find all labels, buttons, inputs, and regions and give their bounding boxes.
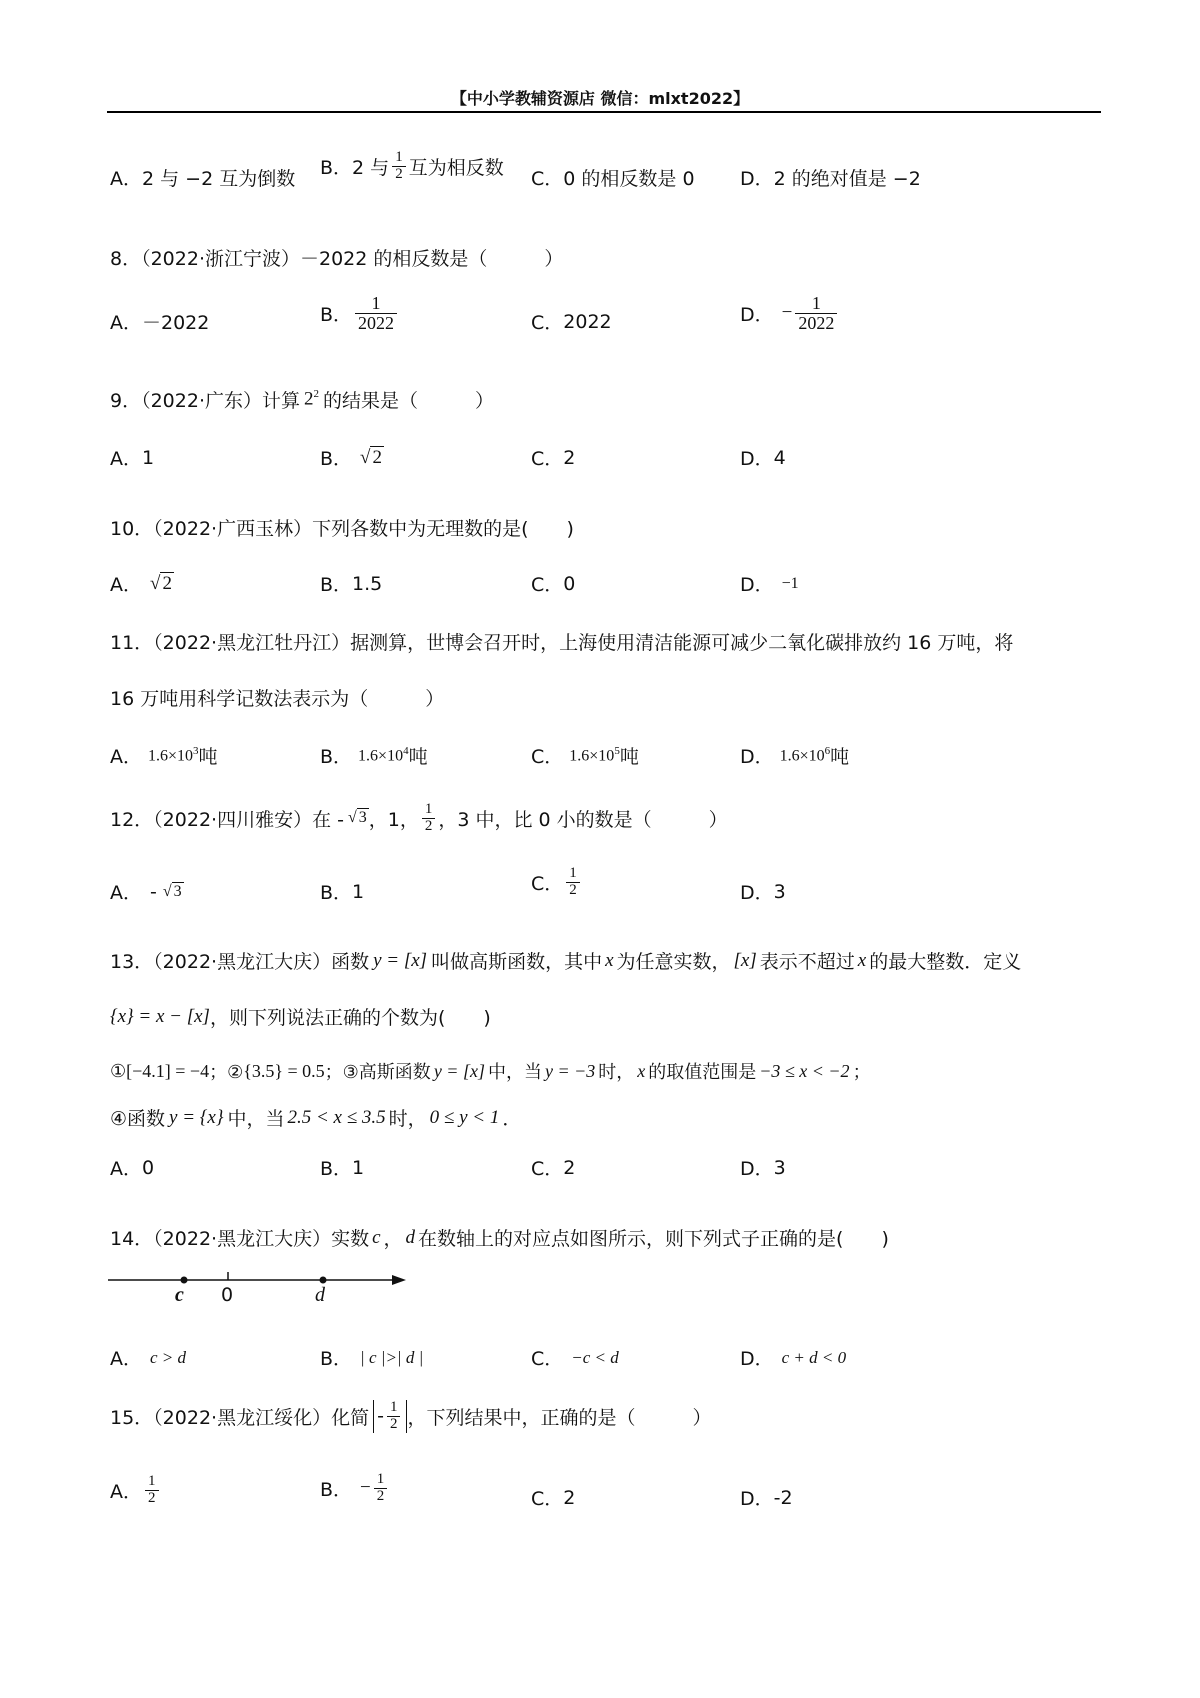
fraction: [392, 150, 406, 183]
option-c: [531, 444, 575, 471]
question-stem: 10．（2022·广西玉林）下列各数中为无理数的是( ): [110, 518, 574, 540]
denominator: 2022: [355, 313, 397, 333]
option-text: | c |>| d |: [360, 1347, 424, 1367]
question-stem: [110, 1224, 889, 1251]
denominator: 2022: [795, 313, 837, 333]
option-text: 3: [773, 1156, 786, 1179]
option-b: [320, 1154, 364, 1181]
option-text: 2 与 −2 互为倒数: [142, 168, 296, 190]
option-label: D．: [740, 168, 774, 190]
header-rule: [107, 111, 1101, 113]
radicand: 3: [173, 882, 182, 900]
minus-sign: -: [150, 880, 157, 903]
formula: y = [x]: [373, 949, 428, 971]
minus-sign: −: [781, 302, 793, 324]
fraction: [145, 1474, 159, 1507]
option-d: [740, 164, 921, 191]
question-stem-line-2: [110, 1003, 491, 1030]
scientific-notation: [148, 745, 199, 765]
option-text: 3: [773, 880, 786, 903]
option-label: C．: [531, 574, 564, 596]
option-label: D．: [740, 448, 774, 470]
option-b: [320, 1472, 390, 1505]
option-text: 4: [773, 446, 786, 469]
stem-text: 中，当: [487, 1062, 542, 1083]
square-root: √ 2: [150, 572, 172, 594]
formula: [−4.1] = −4: [126, 1060, 210, 1081]
option-label: D．: [740, 1488, 774, 1510]
numerator: 1: [389, 1399, 398, 1415]
option-c: [531, 308, 612, 335]
base: 1.6×10: [569, 747, 615, 765]
variable: x: [605, 949, 614, 971]
option-text: 1: [352, 880, 365, 903]
point-c-label: c: [175, 1284, 184, 1306]
option-label: C．: [531, 1158, 564, 1180]
point-c: [181, 1277, 188, 1284]
stem-text: 的取值范围是: [648, 1062, 757, 1083]
question-stem: [110, 386, 494, 413]
base: 1.6×10: [358, 747, 404, 765]
stem-text: 为任意实数，: [616, 951, 731, 973]
denominator: 2: [392, 166, 406, 183]
option-c: [531, 866, 583, 899]
option-c: [531, 1154, 575, 1181]
denominator: 2: [566, 882, 580, 899]
option-text: 0: [563, 572, 576, 595]
base: 1.6×10: [148, 747, 194, 765]
option-c: [531, 1344, 619, 1371]
option-label: B．: [320, 303, 353, 326]
option-a: [110, 308, 209, 335]
formula: [x]: [733, 949, 757, 971]
option-d: [740, 1484, 793, 1511]
scientific-notation: [358, 745, 409, 765]
option-text: 0: [142, 1156, 155, 1179]
minus-sign: −: [360, 1477, 371, 1499]
option-text: －2022: [142, 312, 210, 334]
option-text: 1.5: [352, 572, 383, 595]
numerator: 1: [424, 801, 433, 817]
stem-text: ①: [110, 1060, 127, 1082]
option-label: D．: [740, 1348, 774, 1370]
denominator: 2: [145, 1490, 159, 1507]
option-text: 互为相反数: [408, 156, 504, 179]
option-text: 2022: [563, 310, 612, 333]
exponent: 6: [824, 745, 831, 758]
square-root: √ 3: [162, 882, 182, 900]
stem-text: ，: [383, 1228, 403, 1250]
number-line: [106, 1262, 416, 1312]
option-label: A．: [110, 1480, 142, 1503]
option-text: 2: [563, 1486, 576, 1509]
question-stem: [110, 802, 728, 835]
numerator: 1: [376, 1471, 385, 1487]
stem-text: ；②: [209, 1062, 244, 1083]
option-b: [320, 150, 504, 183]
unit: 吨: [619, 746, 639, 768]
option-text: c + d < 0: [781, 1347, 847, 1367]
fraction: [795, 294, 837, 333]
option-a: [110, 1474, 162, 1507]
exponent: 3: [193, 745, 199, 758]
denominator: 2: [387, 1416, 401, 1433]
formula: 0 ≤ y < 1: [429, 1106, 500, 1128]
stem-text: ，则下列说法正确的个数为( ): [209, 1007, 491, 1029]
formula: y = −3: [544, 1060, 596, 1081]
stem-text: ；: [852, 1062, 871, 1083]
option-text: −c < d: [571, 1347, 619, 1367]
stem-text: 中，当: [227, 1108, 285, 1130]
option-label: D．: [740, 303, 774, 326]
numerator: 1: [811, 293, 821, 313]
option-label: C．: [531, 168, 564, 190]
question-stem-line-4: [110, 1104, 521, 1131]
fraction: [422, 802, 436, 835]
stem-text: ；③高斯函数: [324, 1062, 431, 1083]
formula: −3 ≤ x < −2: [759, 1060, 850, 1081]
stem-text: 14．（2022·黑龙江大庆）实数: [110, 1228, 370, 1250]
stem-text: 叫做高斯函数，其中: [431, 951, 603, 973]
point-d: [320, 1277, 327, 1284]
formula: y = {x}: [169, 1106, 224, 1128]
option-a: [110, 878, 184, 905]
stem-text: 的最大整数．定义: [869, 951, 1022, 973]
stem-text: 的结果是（ ）: [322, 390, 494, 412]
page-header: 【中小学教辅资源店 微信：mlxt2022】: [450, 89, 750, 108]
base: 1.6×10: [779, 747, 825, 765]
stem-text: ④函数: [110, 1108, 166, 1130]
option-a: [110, 742, 218, 769]
option-label: B．: [320, 448, 353, 470]
scientific-notation: [780, 745, 831, 765]
formula: {x} = x − [x]: [110, 1005, 210, 1027]
option-b: [320, 294, 400, 333]
stem-text: 15．（2022·黑龙江绥化）化简: [110, 1406, 370, 1429]
stem-text: ，3 中，比 0 小的数是（ ）: [438, 808, 728, 831]
radicand: 2: [372, 446, 382, 468]
option-a: [110, 570, 174, 597]
numerator: 1: [395, 149, 403, 165]
fraction: [374, 1472, 388, 1505]
axis-arrow: [392, 1275, 406, 1285]
option-text: 1: [352, 1156, 365, 1179]
option-label: C．: [531, 1488, 564, 1510]
radicand: 3: [358, 809, 367, 827]
origin-label: 0: [221, 1284, 234, 1306]
option-label: D．: [740, 746, 774, 768]
option-b: [320, 1344, 423, 1371]
variable: c: [372, 1226, 381, 1248]
option-d: [740, 444, 786, 471]
base: 2: [303, 388, 314, 410]
option-label: C．: [531, 312, 564, 334]
stem-text: 9．（2022·广东）计算: [110, 390, 300, 412]
stem-text: ．: [502, 1108, 522, 1130]
option-text: −1: [781, 574, 799, 592]
numerator: 1: [371, 293, 381, 313]
exponent: 5: [614, 745, 620, 758]
option-label: C．: [531, 448, 564, 470]
stem-text: 在数轴上的对应点如图所示，则下列式子正确的是( ): [418, 1228, 889, 1250]
option-label: B．: [320, 1478, 353, 1501]
stem-text: 时，: [388, 1108, 427, 1130]
stem-text: 时，: [598, 1062, 635, 1083]
stem-text: ，1，: [368, 808, 419, 831]
option-d: [740, 1344, 846, 1371]
option-a: [110, 1344, 186, 1371]
option-label: D．: [740, 1158, 774, 1180]
option-label: A．: [110, 746, 142, 768]
stem-text: 12．（2022·四川雅安）在 -: [110, 808, 344, 831]
option-label: B．: [320, 574, 353, 596]
fraction: [566, 866, 580, 899]
square-root: √ 3: [347, 809, 367, 827]
option-label: A．: [110, 1348, 142, 1370]
option-label: B．: [320, 1158, 353, 1180]
option-text: 1: [142, 446, 155, 469]
unit: 吨: [830, 746, 850, 768]
option-label: B．: [320, 882, 353, 904]
radicand: 2: [162, 572, 172, 594]
formula: 2.5 < x ≤ 3.5: [287, 1106, 386, 1128]
stem-text: 13．（2022·黑龙江大庆）函数: [110, 951, 370, 973]
unit: 吨: [198, 746, 218, 768]
option-c: [531, 742, 639, 769]
option-text: 2 与: [352, 156, 390, 179]
option-b: [320, 878, 364, 905]
option-b: [320, 444, 384, 471]
fraction: [355, 294, 397, 333]
option-label: C．: [531, 872, 564, 895]
option-a: [110, 444, 154, 471]
denominator: 2: [374, 1488, 388, 1505]
formula: y = [x]: [433, 1060, 485, 1081]
option-d: [740, 294, 840, 333]
exponent: 4: [403, 745, 409, 758]
numerator: 1: [148, 1473, 156, 1489]
minus-sign: -: [377, 1405, 384, 1428]
fraction: [387, 1400, 401, 1433]
option-text: 2: [563, 446, 576, 469]
option-d: [740, 1154, 786, 1181]
exponent: 2: [313, 388, 319, 401]
option-text: 2 的绝对值是 −2: [773, 168, 921, 190]
option-text: -2: [773, 1486, 793, 1509]
option-text: c > d: [150, 1347, 187, 1367]
stem-text: ，下列结果中，正确的是（ ）: [407, 1406, 712, 1429]
option-text: 2: [563, 1156, 576, 1179]
option-d: [740, 742, 849, 769]
option-label: A．: [110, 168, 142, 190]
option-c: [531, 570, 575, 597]
variable: d: [405, 1226, 416, 1248]
question-stem: [110, 1400, 711, 1433]
option-label: A．: [110, 448, 142, 470]
option-label: B．: [320, 1348, 353, 1370]
option-label: B．: [320, 156, 353, 179]
option-label: D．: [740, 882, 774, 904]
question-stem-line-1: [110, 947, 1021, 974]
option-label: A．: [110, 312, 142, 334]
question-stem-line-3: [110, 1058, 871, 1084]
option-label: D．: [740, 574, 774, 596]
stem-text: 表示不超过: [759, 951, 855, 973]
option-d: [740, 878, 786, 905]
option-a: [110, 164, 295, 191]
option-b: [320, 570, 382, 597]
absolute-value: [373, 1400, 407, 1433]
scientific-notation: [569, 745, 620, 765]
option-label: C．: [531, 1348, 564, 1370]
question-stem-line-2: 16 万吨用科学记数法表示为（ ）: [110, 688, 445, 710]
variable: x: [637, 1060, 646, 1081]
option-text: 0 的相反数是 0: [563, 168, 695, 190]
option-b: [320, 742, 428, 769]
option-label: A．: [110, 574, 142, 596]
option-label: C．: [531, 746, 564, 768]
unit: 吨: [408, 746, 428, 768]
option-label: A．: [110, 1158, 142, 1180]
option-c: [531, 164, 695, 191]
question-stem: 8．（2022·浙江宁波）－2022 的相反数是（ ）: [110, 248, 564, 270]
point-d-label: d: [315, 1284, 325, 1306]
power: [304, 388, 319, 410]
question-stem-line-1: 11．（2022·黑龙江牡丹江）据测算，世博会召开时，上海使用清洁能源可减少二氧化碳排放约 16 万吨，将: [110, 632, 1014, 654]
square-root: √ 2: [360, 446, 382, 468]
formula: {3.5} = 0.5: [243, 1060, 325, 1081]
option-d: [740, 570, 799, 597]
variable: x: [857, 949, 867, 971]
denominator: 2: [422, 818, 436, 835]
option-label: A．: [110, 882, 142, 904]
numerator: 1: [569, 865, 577, 881]
option-a: [110, 1154, 154, 1181]
option-c: [531, 1484, 575, 1511]
option-label: B．: [320, 746, 353, 768]
